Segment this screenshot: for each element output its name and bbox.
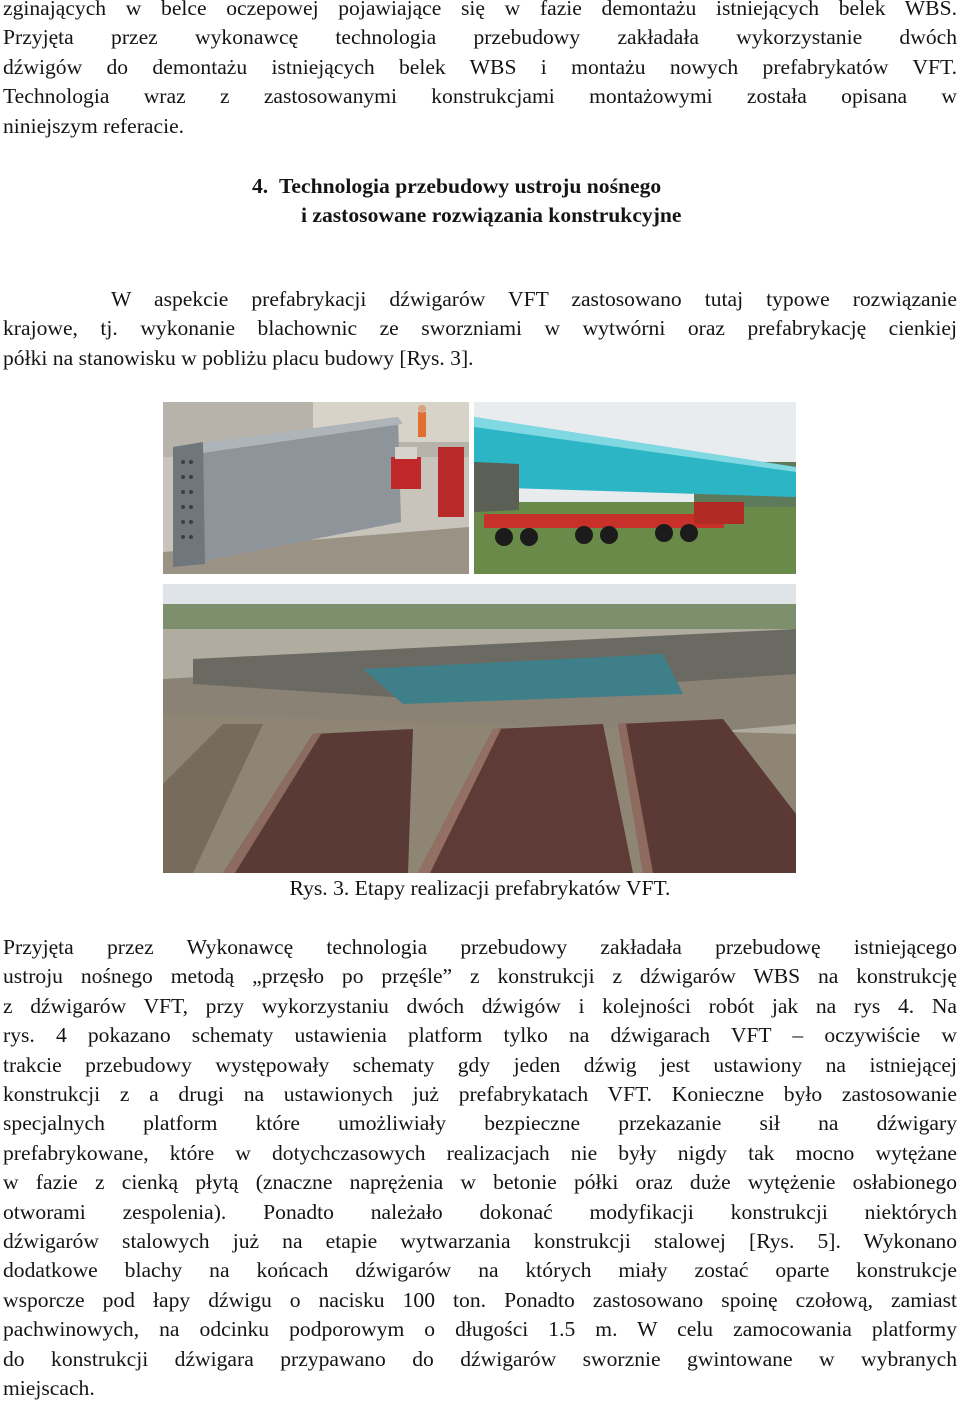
section-line: W aspekcie prefabrykacji dźwigarów VFT zastosowano tutaj typowe rozwiązanie	[111, 287, 957, 311]
body-line: ustroju nośnego metodą „przęsło po przęśle” z konstrukcji z dźwigarów WBS na konstrukcję	[3, 964, 957, 989]
intro-line: Technologia wraz z zastosowanymi konstrukcjami montażowymi została opisana w	[3, 84, 957, 109]
section-number: 4.	[252, 174, 269, 198]
photo-deck-formwork	[163, 584, 796, 873]
section-paragraph	[3, 285, 957, 373]
body-line: Przyjęta przez Wykonawcę technologia przebudowy zakładała przebudowę istniejącego	[3, 935, 957, 959]
body-line: wsporcze pod łapy dźwigu o nacisku 100 ton. Ponadto zastosowano spoinę czołową, zamiast	[3, 1287, 957, 1312]
section-line: krajowe, tj. wykonanie blachownic ze sworzniami w wytwórni oraz prefabrykację cienkiej	[3, 316, 957, 341]
body-line: trakcie przebudowy występowały schematy gdy jeden dźwig jest ustawiony na istniejącej	[3, 1052, 957, 1077]
section-heading-line1	[252, 172, 661, 201]
photo-girder-workshop	[163, 402, 469, 574]
intro-line: Przyjęta przez wykonawcę technologia przebudowy zakładała wykorzystanie dwóch	[3, 25, 957, 50]
body-line: specjalnych platform które umożliwiały bezpieczne przekazanie sił na dźwigary	[3, 1111, 957, 1136]
photo-girder-transport	[474, 402, 796, 574]
body-line: z dźwigarów VFT, przy wykorzystaniu dwóch dźwigów i kolejności robót jak na rys 4. Na	[3, 993, 957, 1018]
section-title-2: i zastosowane rozwiązania konstrukcyjne	[301, 203, 682, 227]
section-line: półki na stanowisku w pobliżu placu budowy [Rys. 3].	[3, 345, 474, 370]
body-line: prefabrykowane, które w dotychczasowych realizacjach nie były nigdy tak mocno wytężane	[3, 1140, 957, 1165]
body-line: rys. 4 pokazano schematy ustawienia platform tylko na dźwigarach VFT – oczywiście w	[3, 1023, 957, 1048]
section-title-1: Technologia przebudowy ustroju nośnego	[279, 174, 662, 198]
intro-line: dźwigów do demontażu istniejących belek WBS i montażu nowych prefabrykatów VFT.	[3, 54, 957, 79]
figure-caption: Rys. 3. Etapy realizacji prefabrykatów VFT.	[289, 876, 671, 900]
body-line: do konstrukcji dźwigara przypawano do dźwigarów sworznie gwintowane w wybranych	[3, 1346, 957, 1371]
body-line: w fazie z cienką płytą (znaczne naprężenia w betonie półki oraz duże wytężenie osłabionego	[3, 1170, 957, 1195]
body-line: konstrukcji z a drugi na ustawionych już prefabrykatach VFT. Konieczne było zastosowanie	[3, 1082, 957, 1107]
intro-paragraph	[3, 0, 957, 141]
body-line: dźwigarów stalowych już na etapie wytwarzania konstrukcji stalowej [Rys. 5]. Wykonano	[3, 1229, 957, 1254]
intro-line: niniejszym referacie.	[3, 113, 185, 138]
body-line: otworami zespolenia). Ponadto należało dokonać modyfikacji konstrukcji niektórych	[3, 1199, 957, 1224]
body-line: dodatkowe blachy na końcach dźwigarów na których miały zostać oparte konstrukcje	[3, 1258, 957, 1283]
body-line: pachwinowych, na odcinku podporowym o długości 1.5 m. W celu zamocowania platformy	[3, 1317, 957, 1342]
intro-line: zginających w belce oczepowej pojawiające się w fazie demontażu istniejących belek WBS.	[3, 0, 957, 20]
body-line: miejscach.	[3, 1376, 95, 1401]
body-paragraph	[3, 933, 957, 1404]
